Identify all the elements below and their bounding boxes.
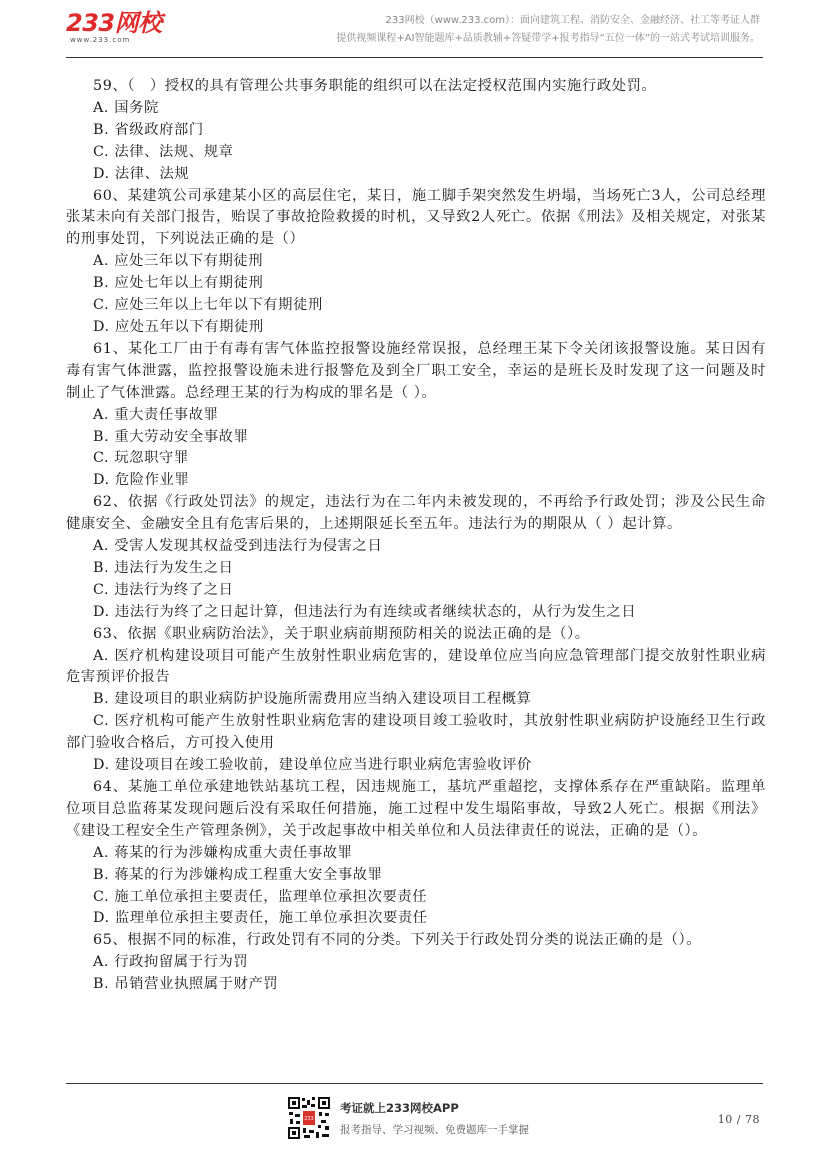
option-64-d: D. 监理单位承担主要责任，施工单位承担次要责任 [93,910,428,927]
app-promo-subtitle: 报考指导、学习视频、免费题库一手掌握 [340,1124,529,1136]
qr-code-icon[interactable] [287,1096,331,1140]
header-line-1: 233网校（www.233.com）：面向建筑工程、消防安全、金融经济、社工等考证人群 [385,15,760,26]
option-62-b: B. 违法行为发生之日 [93,559,234,576]
svg-text:233: 233 [304,1116,314,1122]
question-61: 61、某化工厂由于有毒有害气体监控报警设施经常误报，总经理王某下令关闭该报警设施。某日因有毒有害气体泄露，监控报警设施未进行报警危及到全厂职工安全，幸运的是班长及时发现了这一问题及时制止了气体泄露。总经理王某的行为构成的罪名是（ ）。 [66,340,766,401]
page-header [0,0,830,62]
option-61-c: C. 玩忽职守罪 [93,450,189,467]
logo-url: www.233.com [70,36,131,44]
option-61-d: D. 危险作业罪 [93,472,190,489]
option-59-b: B. 省级政府部门 [93,121,204,138]
header-divider [66,57,763,58]
question-60: 60、某建筑公司承建某小区的高层住宅，某日，施工脚手架突然发生坍塌，当场死亡3人，公司总经理张某未向有关部门报告，贻误了事故抢险救援的时机，又导致2人死亡。依据《刑法》及相关规定，对张某的刑事处罚，下列说法正确的是（） [66,187,766,248]
option-61-b: B. 重大劳动安全事故罪 [93,428,249,445]
option-64-a: A. 蒋某的行为涉嫌构成重大责任事故罪 [93,844,353,861]
logo-text: 233网校 [66,9,162,37]
question-59: 59、（ ）授权的具有管理公共事务职能的组织可以在法定授权范围内实施行政处罚。 [93,78,657,94]
option-59-d: D. 法律、法规 [93,165,190,182]
option-61-a: A. 重大责任事故罪 [93,406,219,423]
app-promo-title: 考证就上233网校APP [340,1101,459,1115]
option-62-c: C. 违法行为终了之日 [93,581,234,598]
option-65-a: A. 行政拘留属于行为罚 [93,954,249,971]
option-60-a: A. 应处三年以下有期徒刑 [93,253,264,270]
question-62: 62、依据《行政处罚法》的规定，违法行为在二年内未被发现的，不再给予行政处罚；涉及公民生命健康安全、金融安全且有危害后果的，上述期限延长至五年。违法行为的期限从（ ）起计算。 [66,494,766,533]
option-59-c: C. 法律、法规、规章 [93,143,234,160]
option-65-b: B. 吊销营业执照属于财产罚 [93,976,279,993]
page-number: 10 / 78 [717,1113,760,1126]
brand-logo[interactable] [66,10,162,44]
question-63: 63、依据《职业病防治法》，关于职业病前期预防相关的说法正确的是（）。 [93,625,590,642]
option-59-a: A. 国务院 [93,99,159,116]
option-60-c: C. 应处三年以上七年以下有期徒刑 [93,297,323,314]
question-64: 64、某施工单位承建地铁站基坑工程，因违规施工，基坑严重超挖，支撑体系存在严重缺陷。监理单位项目总监蒋某发现问题后没有采取任何措施，施工过程中发生塌陷事故，导致2人死亡。根据《刑法》《建设工程安全生产管理条例》，关于改起事故中相关单位和人员法律责任的说法，正确的是（）。 [66,779,766,839]
header-tagline [336,12,760,48]
option-64-c: C. 施工单位承担主要责任，监理单位承担次要责任 [93,888,428,905]
option-62-a: A. 受害人发现其权益受到违法行为侵害之日 [93,538,383,555]
question-content [66,76,766,996]
option-60-b: B. 应处七年以上有期徒刑 [93,275,264,292]
option-63-c: C. 医疗机构可能产生放射性职业病危害的建设项目竣工验收时，其放射性职业病防护设施经卫生行政部门验收合格后，方可投入使用 [66,713,766,752]
option-62-d: D. 违法行为终了之日起计算，但违法行为有连续或者继续状态的，从行为发生之日 [93,603,637,620]
option-60-d: D. 应处五年以下有期徒刑 [93,318,264,335]
header-line-2: 提供视频课程+AI智能题库+品质教辅+答疑带学+报考指导“五位一体”的一站式考试培训服务。 [336,33,760,44]
option-63-b: B. 建设项目的职业病防护设施所需费用应当纳入建设项目工程概算 [93,691,532,708]
option-64-b: B. 蒋某的行为涉嫌构成工程重大安全事故罪 [93,866,383,883]
question-65: 65、根据不同的标准，行政处罚有不同的分类。下列关于行政处罚分类的说法正确的是（）。 [93,932,702,949]
option-63-a: A. 医疗机构建设项目可能产生放射性职业病危害的，建设单位应当向应急管理部门提交放射性职业病危害预评价报告 [66,647,766,686]
footer-divider [66,1083,763,1084]
option-63-d: D. 建设项目在竣工验收前，建设单位应当进行职业病危害验收评价 [93,757,532,774]
